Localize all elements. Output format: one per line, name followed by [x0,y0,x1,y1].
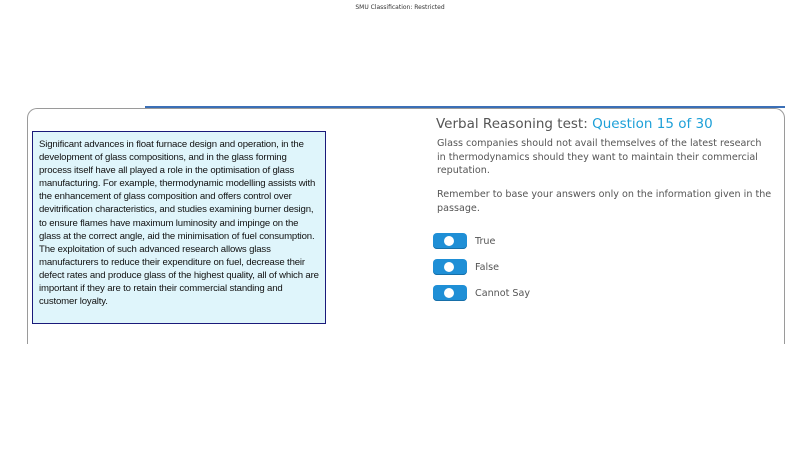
passage-text: Significant advances in float furnace design and operation, in the development of glass compositions, and in the glass forming process itself have all played a role in the optimisation of glass manufacturing. For example, thermodynamic modelling assists with the enhancement of glass composition and offers control over devitrification characteristics, and studies examining burner design, to ensure flames have maximum luminosity and impinge on the glass at the correct angle, aid the minimisation of fuel consumption. The exploitation of such advanced research allows glass manufacturers to reduce their expenditure on fuel, decrease their defect rates and produce glass of the highest quality, all of which are important if they are to retain their commercial standing and customer loyalty. [39,139,319,308]
question-counter: Question 15 of 30 [592,116,713,132]
classification-label: SMU Classification: Restricted [355,4,445,11]
option-label[interactable]: Cannot Say [475,287,531,299]
radio-toggle-icon[interactable] [433,233,467,249]
radio-toggle-icon[interactable] [433,259,467,275]
radio-toggle-icon[interactable] [433,285,467,301]
option-label[interactable]: True [475,235,496,247]
option-label[interactable]: False [475,261,500,273]
toggle-knob-icon [444,236,454,246]
toggle-knob-icon [444,262,454,272]
question-statement: Glass companies should not avail themselves of the latest research in thermodynamics should they want to maintain their commercial reputation. [437,138,762,176]
option-false[interactable] [433,258,499,276]
toggle-knob-icon [444,288,454,298]
top-accent-line [145,106,785,108]
test-title-prefix: Verbal Reasoning test: [436,116,588,132]
test-title [436,116,713,132]
option-cannot-say[interactable] [433,284,530,302]
option-true[interactable] [433,232,495,250]
passage-box [32,131,326,324]
instruction-text: Remember to base your answers only on the information given in the passage. [437,189,772,214]
